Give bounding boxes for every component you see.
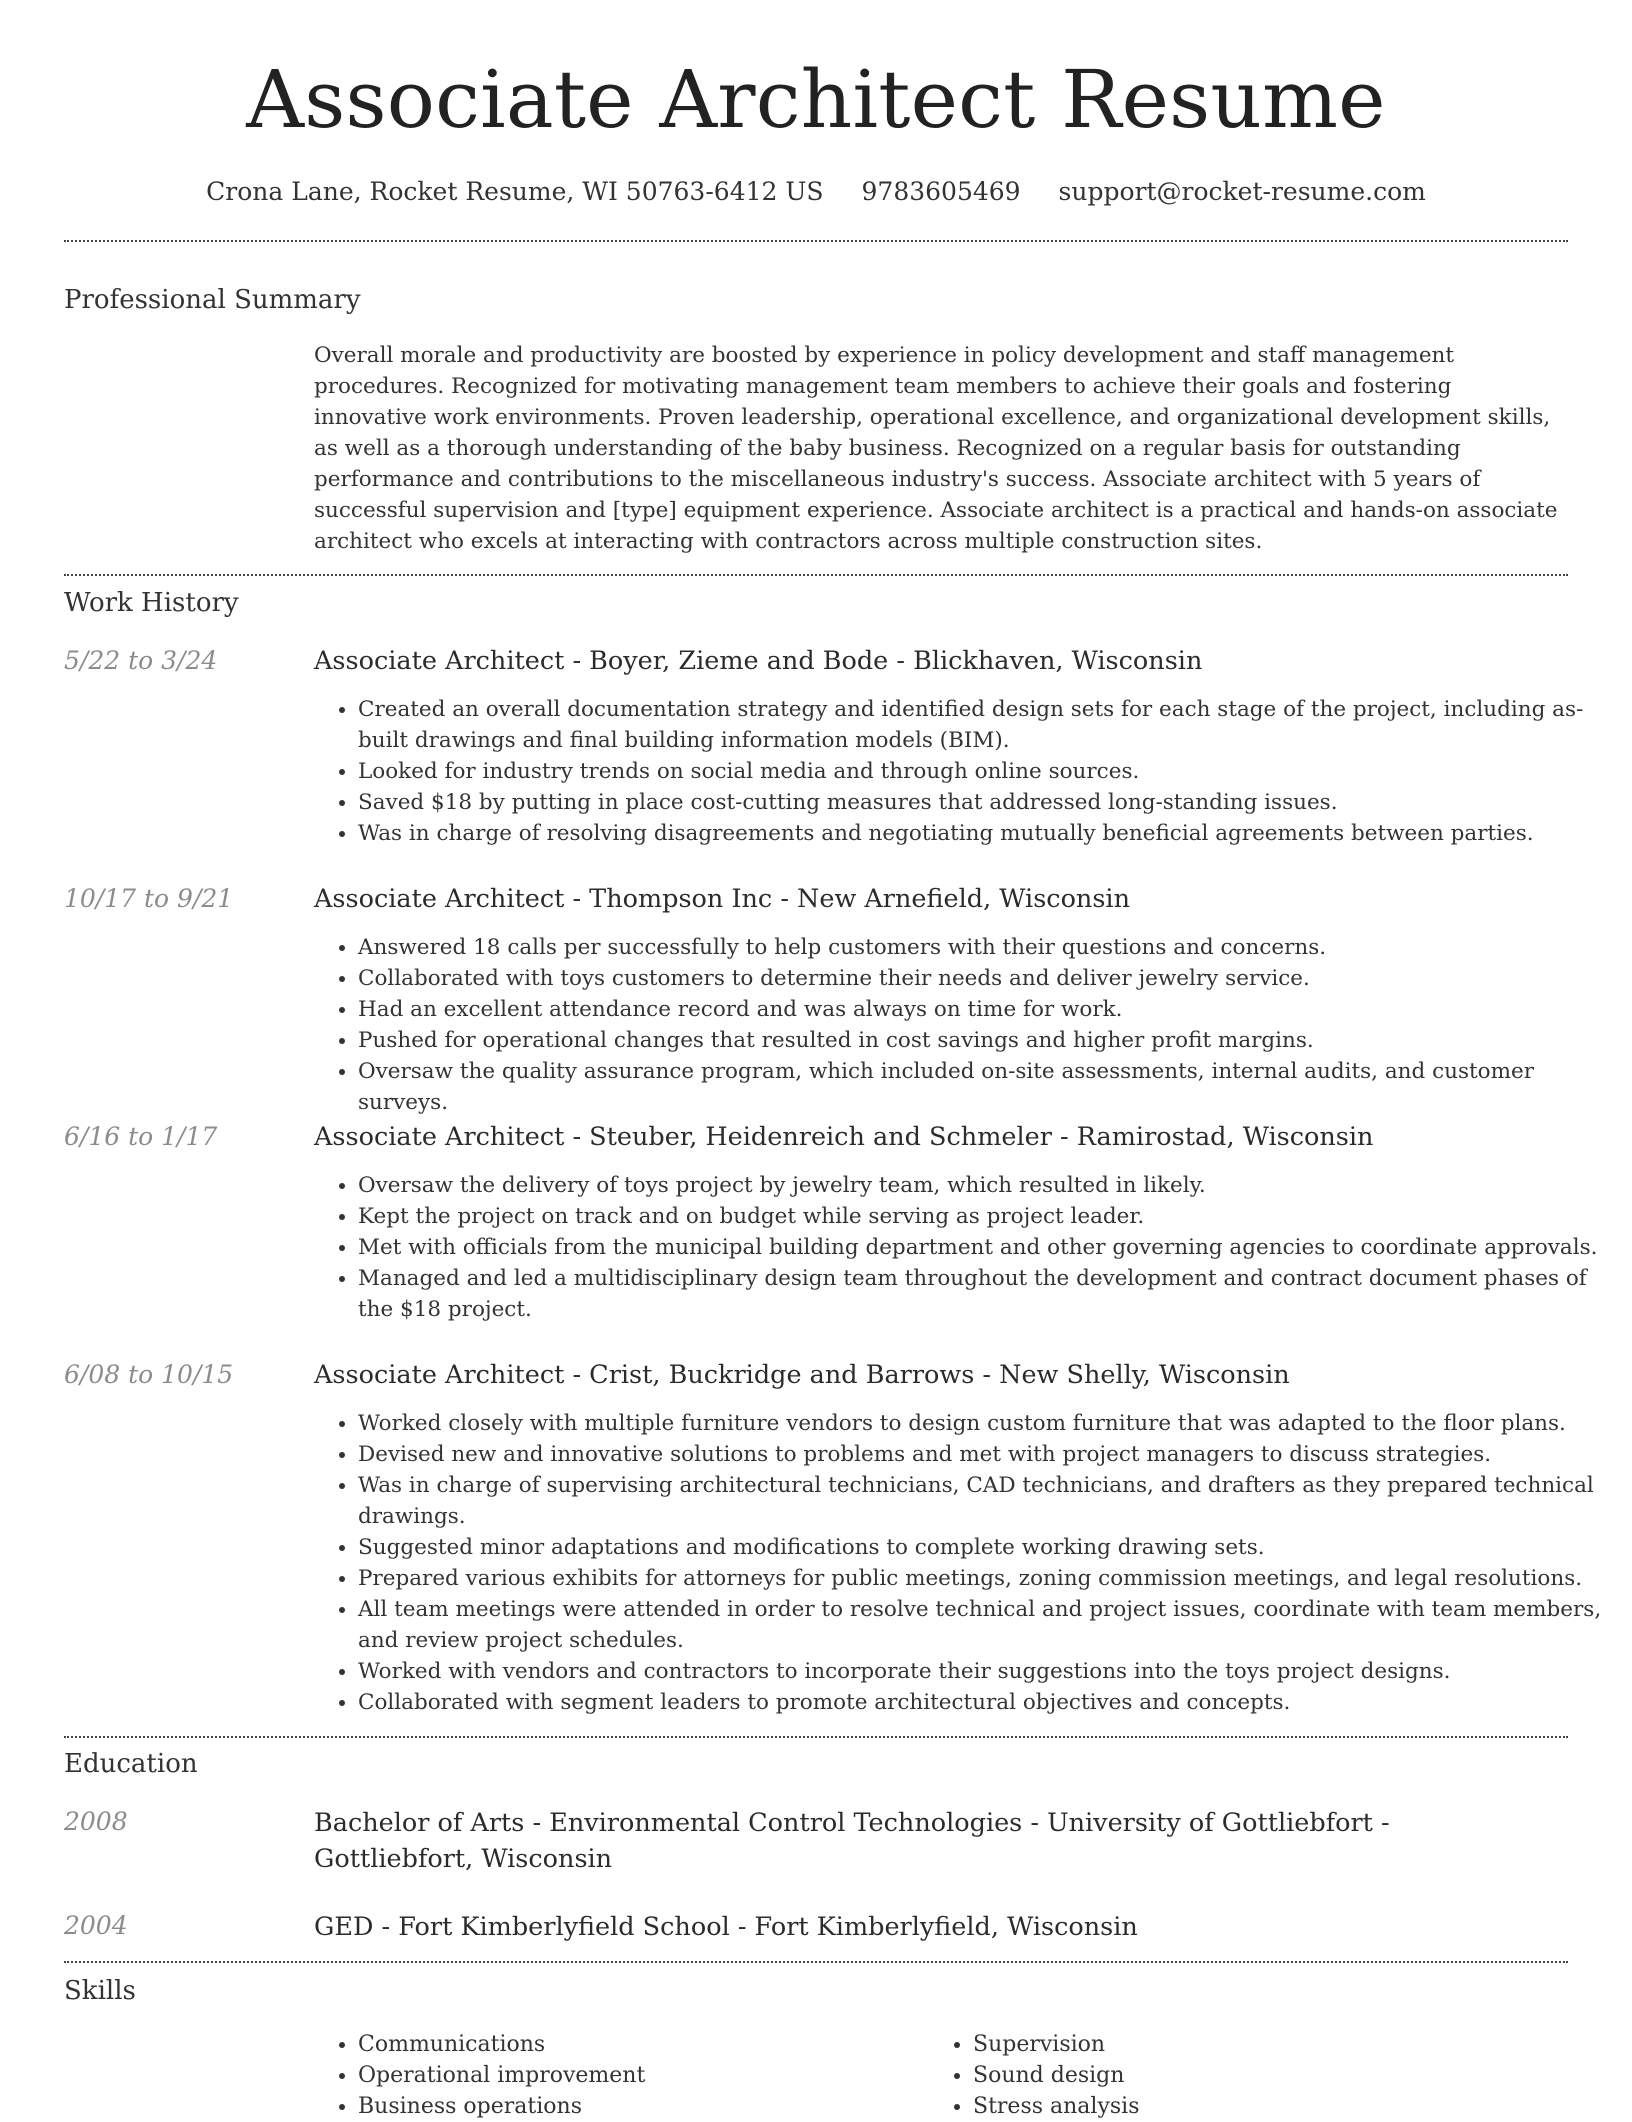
- job-dates: 5/22 to 3/24: [64, 646, 218, 675]
- skills-list-right: [929, 2029, 1573, 2122]
- skill-item: • Supervision: [973, 2029, 1573, 2060]
- skill-item: • Business operations: [358, 2091, 938, 2122]
- resume-title: Associate Architect Resume: [246, 53, 1386, 146]
- job-bullet: • Suggested minor adaptations and modifications to complete working drawing sets.: [358, 1532, 1608, 1563]
- job-dates: 6/16 to 1/17: [64, 1122, 218, 1151]
- contact-address: Crona Lane, Rocket Resume, WI 50763-6412 US: [206, 177, 824, 206]
- skill-item: • Sound design: [973, 2060, 1573, 2091]
- job-bullet: • Met with officials from the municipal building department and other governing agencies to coordinate approvals.: [358, 1232, 1608, 1263]
- job-bullets: [314, 694, 1608, 849]
- job-bullet: • Oversaw the quality assurance program, which included on-site assessments, internal audits, and customer surveys.: [358, 1056, 1608, 1118]
- job-dates: 6/08 to 10/15: [64, 1360, 234, 1389]
- job-bullet: • Was in charge of resolving disagreements and negotiating mutually beneficial agreements between parties.: [358, 818, 1608, 849]
- job-bullet: • Was in charge of supervising architectural technicians, CAD technicians, and drafters as they prepared technical drawings.: [358, 1470, 1608, 1532]
- summary-heading: Professional Summary: [64, 285, 361, 315]
- job-bullet: • Devised new and innovative solutions to problems and met with project managers to discuss strategies.: [358, 1439, 1608, 1470]
- job-bullet: • Prepared various exhibits for attorneys for public meetings, zoning commission meetings, and legal resolutions.: [358, 1563, 1608, 1594]
- job-bullet: • Collaborated with toys customers to determine their needs and deliver jewelry service.: [358, 963, 1608, 994]
- job-bullet: • Worked with vendors and contractors to incorporate their suggestions into the toys project designs.: [358, 1656, 1608, 1687]
- job-bullet: • Had an excellent attendance record and was always on time for work.: [358, 994, 1608, 1025]
- job-dates: 10/17 to 9/21: [64, 884, 234, 913]
- skill-item: • Stress analysis: [973, 2091, 1573, 2122]
- section-divider: [64, 574, 1568, 576]
- skills-heading: Skills: [64, 1976, 136, 2006]
- job-bullet: • Pushed for operational changes that resulted in cost savings and higher profit margins.: [358, 1025, 1608, 1056]
- job-bullet: • Answered 18 calls per successfully to help customers with their questions and concerns.: [358, 932, 1608, 963]
- job-title: Associate Architect - Thompson Inc - New Arnefield, Wisconsin: [314, 884, 1131, 914]
- resume-header: [0, 48, 1632, 210]
- section-divider: [64, 240, 1568, 242]
- job-bullet: • Oversaw the delivery of toys project by jewelry team, which resulted in likely.: [358, 1170, 1608, 1201]
- job-bullet: • Collaborated with segment leaders to promote architectural objectives and concepts.: [358, 1687, 1608, 1718]
- job-bullets: [314, 932, 1608, 1118]
- education-year: 2008: [64, 1807, 128, 1836]
- job-bullet: • All team meetings were attended in order to resolve technical and project issues, coordinate with team members, and review project schedules.: [358, 1594, 1608, 1656]
- summary-text: Overall morale and productivity are boosted by experience in policy development and staff management procedures. Recognized for motivating management team members to achieve their goals and fostering innovative work environments. Proven leadership, operational excellence, and organizational development skills, as well as a thorough understanding of the baby business. Recognized on a regular basis for outstanding performance and contributions to the miscellaneous industry's success. Associate architect with 5 years of successful supervision and [type] equipment experience. Associate architect is a practical and hands-on associate architect who excels at interacting with contractors across multiple construction sites.: [314, 343, 1558, 554]
- section-divider: [64, 1736, 1568, 1738]
- skill-item: • Communications: [358, 2029, 938, 2060]
- job-bullet: • Created an overall documentation strategy and identified design sets for each stage of the project, including as-built drawings and final building information models (BIM).: [358, 694, 1608, 756]
- job-bullet: • Looked for industry trends on social media and through online sources.: [358, 756, 1608, 787]
- education-heading: Education: [64, 1749, 198, 1779]
- education-year: 2004: [64, 1911, 128, 1940]
- section-divider: [64, 1961, 1568, 1963]
- contact-line: [0, 174, 1632, 210]
- skills-list-left: [314, 2029, 938, 2122]
- job-title: Associate Architect - Steuber, Heidenreich and Schmeler - Ramirostad, Wisconsin: [314, 1122, 1374, 1152]
- education-title: Bachelor of Arts - Environmental Control Technologies - University of Gottliebfort - Gottliebfort, Wisconsin: [314, 1808, 1390, 1874]
- contact-email: support@rocket-resume.com: [1058, 177, 1426, 206]
- job-title: Associate Architect - Crist, Buckridge and Barrows - New Shelly, Wisconsin: [314, 1360, 1290, 1390]
- job-bullet: • Kept the project on track and on budget while serving as project leader.: [358, 1201, 1608, 1232]
- skill-item: • Operational improvement: [358, 2060, 938, 2091]
- job-bullet: • Saved $18 by putting in place cost-cutting measures that addressed long-standing issues.: [358, 787, 1608, 818]
- contact-phone: 9783605469: [861, 177, 1021, 206]
- job-bullets: [314, 1408, 1608, 1718]
- work-history-heading: Work History: [64, 588, 239, 618]
- education-title: GED - Fort Kimberlyfield School - Fort Kimberlyfield, Wisconsin: [314, 1912, 1138, 1942]
- job-bullets: [314, 1170, 1608, 1325]
- job-bullet: • Managed and led a multidisciplinary design team throughout the development and contract document phases of the $18 project.: [358, 1263, 1608, 1325]
- job-bullet: • Worked closely with multiple furniture vendors to design custom furniture that was adapted to the floor plans.: [358, 1408, 1608, 1439]
- job-title: Associate Architect - Boyer, Zieme and Bode - Blickhaven, Wisconsin: [314, 646, 1203, 676]
